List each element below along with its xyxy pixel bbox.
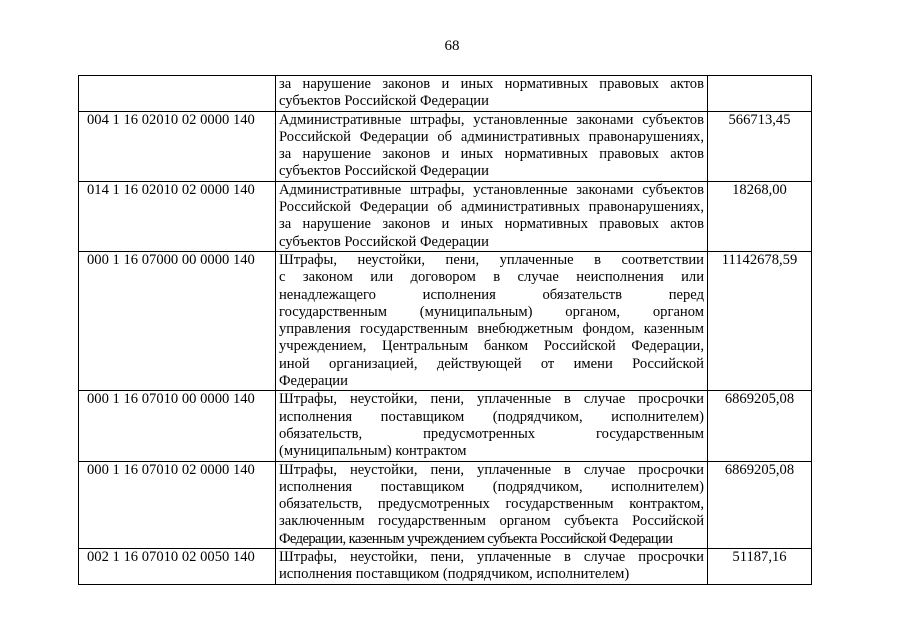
- description-line: обязательств, предусмотренных государственным контрактом,: [279, 496, 704, 513]
- description-line: заключенным государственным органом субъекта Российской: [279, 513, 704, 530]
- table-body: [79, 76, 812, 585]
- description-line: исполнения поставщиком (подрядчиком, исполнителем): [279, 478, 704, 495]
- table-row: [79, 76, 812, 112]
- description-line: иной организацией, действующей от имени Российской: [279, 355, 704, 372]
- description-line: Административные штрафы, установленные законами субъектов: [279, 111, 704, 128]
- description-line: исполнения поставщиком (подрядчиком, исполнителем): [279, 408, 704, 425]
- amount-cell: 6869205,08: [708, 391, 812, 461]
- description-line: Штрафы, неустойки, пени, уплаченные в соответствии: [279, 251, 704, 268]
- description-line: за нарушение законов и иных нормативных правовых актов: [279, 216, 704, 233]
- description-line: управления государственным внебюджетным фондом, казенным: [279, 321, 704, 338]
- description-line: Штрафы, неустойки, пени, уплаченные в случае просрочки: [279, 549, 704, 566]
- description-cell: [276, 76, 708, 112]
- table-row: [79, 391, 812, 461]
- description-cell: [276, 461, 708, 548]
- description-cell: [276, 549, 708, 585]
- description-line: учреждением, Центральным банком Российской Федерации,: [279, 338, 704, 355]
- amount-cell: 566713,45: [708, 111, 812, 181]
- description-cell: [276, 251, 708, 390]
- description-line: Штрафы, неустойки, пени, уплаченные в случае просрочки: [279, 391, 704, 408]
- description-line: исполнения поставщиком (подрядчиком, исполнителем): [279, 566, 630, 583]
- table-row: [79, 461, 812, 548]
- budget-code-cell: 014 1 16 02010 02 0000 140: [79, 181, 276, 251]
- description-line: Российской Федерации об административных правонарушениях,: [279, 128, 704, 145]
- budget-code-cell: 000 1 16 07000 00 0000 140: [79, 251, 276, 390]
- description-line: Административные штрафы, установленные законами субъектов: [279, 181, 704, 198]
- description-line: субъектов Российской Федерации: [279, 93, 489, 110]
- amount-cell: 6869205,08: [708, 461, 812, 548]
- table-row: [79, 181, 812, 251]
- page-number: 68: [444, 38, 460, 54]
- budget-code-cell: 002 1 16 07010 02 0050 140: [79, 549, 276, 585]
- budget-code-cell: [79, 76, 276, 112]
- description-line: за нарушение законов и иных нормативных правовых актов: [279, 146, 704, 163]
- table-row: [79, 111, 812, 181]
- description-line: обязательств, предусмотренных государственным: [279, 425, 704, 442]
- budget-code-cell: 004 1 16 02010 02 0000 140: [79, 111, 276, 181]
- description-cell: [276, 391, 708, 461]
- description-line: (муниципальным) контрактом: [279, 443, 467, 460]
- description-line: субъектов Российской Федерации: [279, 233, 489, 250]
- description-line: государственным (муниципальным) органом, органом: [279, 303, 704, 320]
- description-cell: [276, 111, 708, 181]
- description-line: субъектов Российской Федерации: [279, 163, 489, 180]
- amount-cell: 51187,16: [708, 549, 812, 585]
- amount-cell: 18268,00: [708, 181, 812, 251]
- description-line: ненадлежащего исполнения обязательств перед: [279, 286, 704, 303]
- budget-code-cell: 000 1 16 07010 02 0000 140: [79, 461, 276, 548]
- description-line: Федерации: [279, 373, 348, 390]
- description-cell: [276, 181, 708, 251]
- description-line: Федерации, казенным учреждением субъекта Российской Федерации: [279, 530, 673, 547]
- amount-cell: 11142678,59: [708, 251, 812, 390]
- amount-cell: [708, 76, 812, 112]
- budget-revenue-table: [78, 75, 812, 585]
- description-line: Российской Федерации об административных правонарушениях,: [279, 199, 704, 216]
- budget-code-cell: 000 1 16 07010 00 0000 140: [79, 391, 276, 461]
- description-line: за нарушение законов и иных нормативных правовых актов: [279, 76, 704, 92]
- description-line: Штрафы, неустойки, пени, уплаченные в случае просрочки: [279, 461, 704, 478]
- table-row: [79, 251, 812, 390]
- table-row: [79, 549, 812, 585]
- description-line: с законом или договором в случае неисполнения или: [279, 269, 704, 286]
